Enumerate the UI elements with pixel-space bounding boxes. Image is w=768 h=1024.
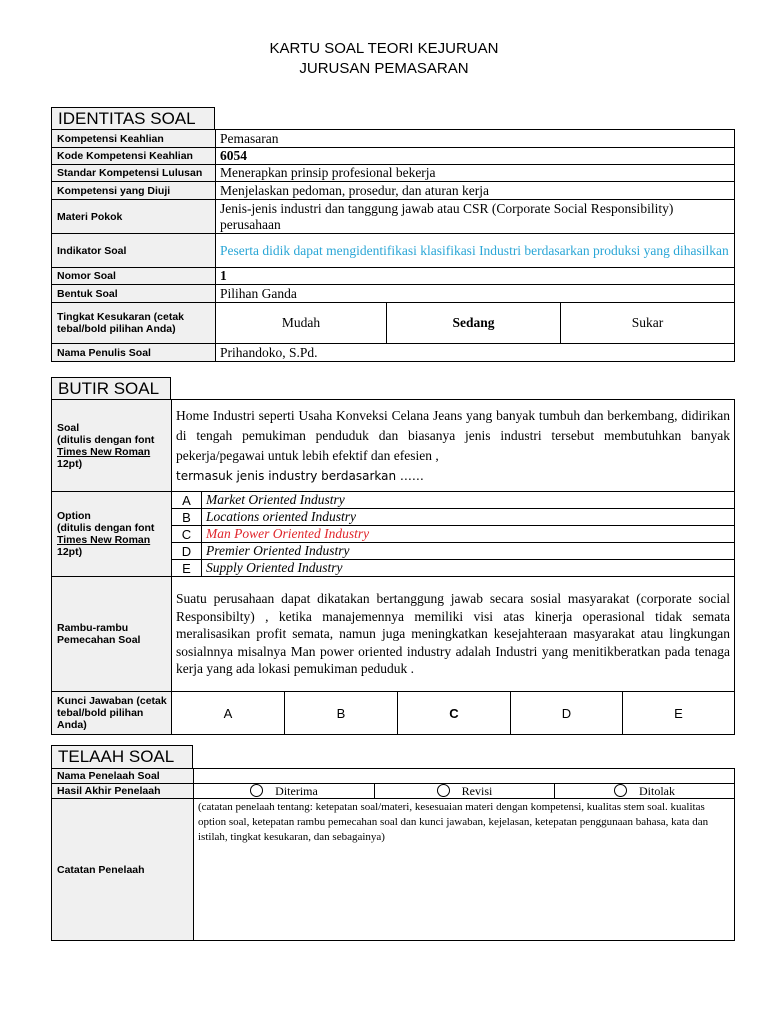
radio-circle-icon[interactable] <box>614 784 627 797</box>
telaah-heading: TELAAH SOAL <box>51 745 193 769</box>
value-materi-pokok: Jenis-jenis industri dan tanggung jawab atau CSR (Corporate Social Responsibility) perusahaan <box>216 200 735 234</box>
label-nama-penelaah: Nama Penelaah Soal <box>52 769 194 784</box>
option-letter-c: C <box>172 526 202 543</box>
value-nama-penelaah[interactable] <box>194 769 735 784</box>
label-nomor-soal: Nomor Soal <box>52 268 216 285</box>
label-rambu-line1: Rambu-rambu <box>57 622 129 634</box>
label-soal-line2: (ditulis dengan font <box>57 433 155 446</box>
kunci-e[interactable]: E <box>623 692 735 735</box>
label-soal-line3: Times New Roman <box>57 445 151 458</box>
label-rambu <box>52 577 172 692</box>
value-nomor-soal: 1 <box>216 268 735 285</box>
label-option-line4: 12pt) <box>57 546 83 558</box>
label-hasil-akhir: Hasil Akhir Penelaah <box>52 784 194 799</box>
label-soal <box>52 400 172 492</box>
value-nama-penulis: Prihandoko, S.Pd. <box>216 344 735 362</box>
label-materi-pokok: Materi Pokok <box>52 200 216 234</box>
option-d[interactable]: Premier Oriented Industry <box>202 543 735 560</box>
identitas-heading: IDENTITAS SOAL <box>51 107 215 130</box>
label-option-line3: Times New Roman <box>57 534 151 546</box>
option-letter-e: E <box>172 560 202 577</box>
label-tingkat-kesukaran: Tingkat Kesukaran (cetak tebal/bold pilihan Anda) <box>52 303 216 344</box>
butir-heading: BUTIR SOAL <box>51 377 171 400</box>
radio-circle-icon[interactable] <box>437 784 450 797</box>
tingkat-sukar[interactable]: Sukar <box>561 303 735 344</box>
hasil-ditolak[interactable] <box>555 784 735 799</box>
soal-text-last: termasuk jenis industry berdasarkan …… <box>176 468 424 483</box>
hasil-diterima[interactable] <box>194 784 375 799</box>
value-standar-kompetensi: Menerapkan prinsip profesional bekerja <box>216 165 735 182</box>
doc-title-line1: KARTU SOAL TEORI KEJURUAN <box>269 40 499 57</box>
label-option-line2: (ditulis dengan font <box>57 522 155 534</box>
option-c[interactable]: Man Power Oriented Industry <box>202 526 735 543</box>
soal-text: Home Industri seperti Usaha Konveksi Celana Jeans yang banyak tumbuh dan berkembang, didirikan di tengah pemukiman penduduk dan biasanya jenis industri tersebut membutuhkan banyak pekerja/pegawai untuk lebih efektif dan efesien , <box>176 407 731 463</box>
radio-circle-icon[interactable] <box>250 784 263 797</box>
value-indikator-soal: Peserta didik dapat mengidentifikasi klasifikasi Industri berdasarkan produksi yang dihasilkan <box>216 234 735 268</box>
kunci-c[interactable]: C <box>398 692 511 735</box>
label-bentuk-soal: Bentuk Soal <box>52 285 216 303</box>
tingkat-mudah[interactable]: Mudah <box>216 303 387 344</box>
label-kunci-jawaban: Kunci Jawaban (cetak tebal/bold pilihan Anda) <box>52 692 172 735</box>
label-option-line1: Option <box>57 510 91 522</box>
tingkat-sedang[interactable]: Sedang <box>387 303 561 344</box>
option-letter-d: D <box>172 543 202 560</box>
option-b[interactable]: Locations oriented Industry <box>202 509 735 526</box>
butir-table <box>51 399 735 735</box>
hasil-revisi-label: Revisi <box>461 784 493 798</box>
label-standar-kompetensi: Standar Kompetensi Lulusan <box>52 165 216 182</box>
doc-title-line2: JURUSAN PEMASARAN <box>299 60 469 77</box>
hasil-diterima-label: Diterima <box>275 784 318 798</box>
kunci-d[interactable]: D <box>511 692 623 735</box>
label-rambu-line2: Pemecahan Soal <box>57 634 141 646</box>
value-kompetensi-keahlian: Pemasaran <box>216 130 735 148</box>
identitas-table <box>51 129 735 362</box>
kunci-b[interactable]: B <box>285 692 398 735</box>
hasil-ditolak-label: Ditolak <box>639 784 675 798</box>
label-kompetensi-keahlian: Kompetensi Keahlian <box>52 130 216 148</box>
value-kode-kompetensi: 6054 <box>216 148 735 165</box>
hasil-revisi[interactable] <box>375 784 555 799</box>
option-letter-a: A <box>172 492 202 509</box>
label-soal-line4: 12pt) <box>57 457 83 470</box>
option-letter-b: B <box>172 509 202 526</box>
option-a[interactable]: Market Oriented Industry <box>202 492 735 509</box>
telaah-table <box>51 768 735 941</box>
label-kompetensi-diuji: Kompetensi yang Diuji <box>52 182 216 200</box>
value-kompetensi-diuji: Menjelaskan pedoman, prosedur, dan aturan kerja <box>216 182 735 200</box>
soal-text-cell <box>172 400 735 492</box>
label-option <box>52 492 172 577</box>
rambu-text: Suatu perusahaan dapat dikatakan bertanggung jawab secara sosial masyarakat (corporate social Responsibilty) , ketika manajemennya memiliki visi atas kinerja operasional tidak semata meralisasikan profit semata, namun juga meningkatkan kesejahteraan masyarakat atau lingkungan sosialnnya misalnya Man power oriented industry adalah Industri yang menitikberatkan pada tenaga kerja yang ada lokasi pemukiman peduduk . <box>172 577 735 692</box>
catatan-text[interactable]: (catatan penelaah tentang: ketepatan soal/materi, kesesuaian materi dengan kompetensi, kualitas stem soal. kualitas option soal, ketepatan rambu pemecahan soal dan kunci jawaban, kejelasan, ketepatan penggunaan bahasa, kata dan istilah, tingkat kesukaran, dan sebagainya) <box>194 799 735 941</box>
label-catatan-penelaah: Catatan Penelaah <box>52 799 194 941</box>
label-soal-line1: Soal <box>57 421 80 434</box>
value-bentuk-soal: Pilihan Ganda <box>216 285 735 303</box>
label-nama-penulis: Nama Penulis Soal <box>52 344 216 362</box>
kunci-a[interactable]: A <box>172 692 285 735</box>
label-indikator-soal: Indikator Soal <box>52 234 216 268</box>
option-e[interactable]: Supply Oriented Industry <box>202 560 735 577</box>
label-kode-kompetensi: Kode Kompetensi Keahlian <box>52 148 216 165</box>
